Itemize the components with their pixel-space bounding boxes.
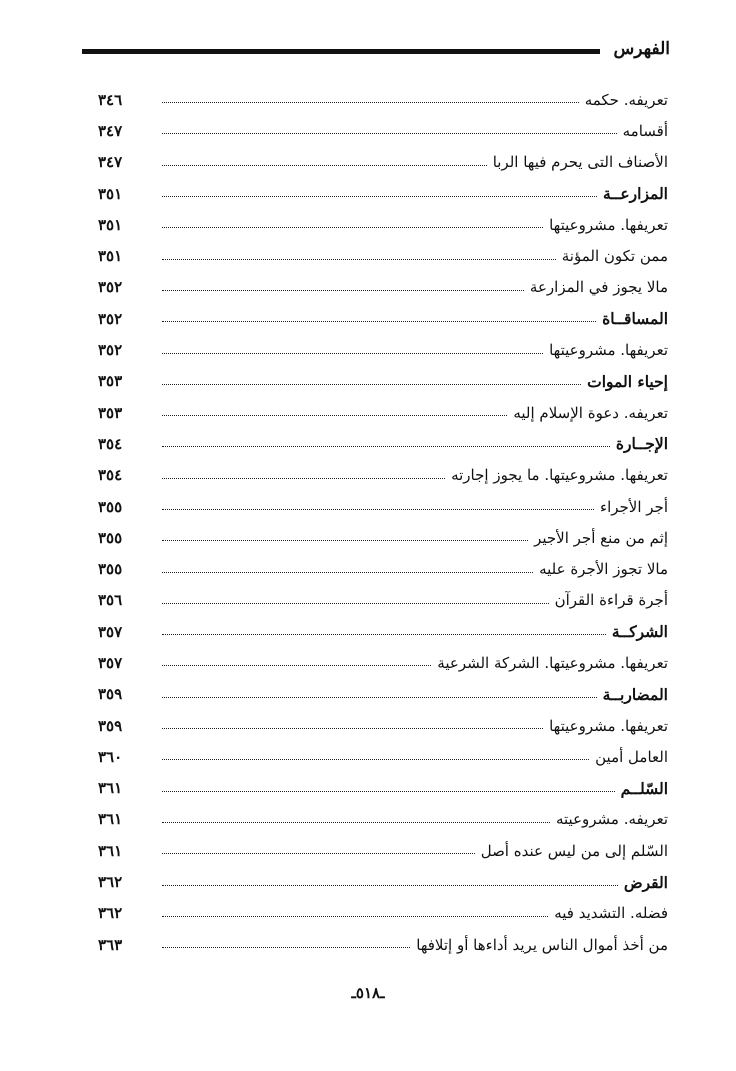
toc-entry-label: من أخذ أموال الناس يريد أداءها أو إتلافها <box>416 935 668 954</box>
dot-leader <box>162 196 597 197</box>
toc-entry-label: تعريفه. حكمه <box>584 90 668 109</box>
dot-leader <box>162 572 533 573</box>
toc-entry-label: المضاربــة <box>602 684 668 704</box>
toc-entry <box>98 585 668 616</box>
toc-entry-label: تعريفها. مشروعيتها. الشركة الشرعية <box>437 653 668 672</box>
toc-section-heading <box>98 366 668 397</box>
toc-entry-label: أقسامه <box>622 121 668 140</box>
toc-entry-label: الشركــة <box>611 622 668 642</box>
dot-leader <box>162 509 594 510</box>
toc-entry-label: مالا يجوز في المزارعة <box>529 278 668 297</box>
toc-entry-label: السّلم إلى من ليس عنده أصل <box>480 841 668 860</box>
toc-entry <box>98 115 668 146</box>
toc-entry-label: السّلــم <box>620 778 668 798</box>
toc-page-number: ٣٥٧ <box>98 622 123 641</box>
toc-page-number: ٣٥٢ <box>98 341 123 360</box>
toc-section-heading <box>98 616 668 647</box>
toc-page-number: ٣٥٦ <box>98 591 123 610</box>
toc-entry <box>98 334 668 365</box>
toc-entry-label: تعريفه. دعوة الإسلام إليه <box>513 403 668 422</box>
toc-section-heading <box>98 773 668 804</box>
dot-leader <box>162 102 579 103</box>
dot-leader <box>162 822 550 823</box>
dot-leader <box>162 916 548 917</box>
toc-entry <box>98 522 668 553</box>
dot-leader <box>162 259 556 260</box>
toc-entry-label: أجرة قراءة القرآن <box>554 591 668 610</box>
dot-leader <box>162 227 543 228</box>
toc-page-number: ٣٥٣ <box>98 403 123 422</box>
dot-leader <box>162 353 543 354</box>
toc-entry <box>98 147 668 178</box>
toc-page-number: ٣٦٣ <box>98 935 123 954</box>
page-header <box>82 34 670 64</box>
toc-section-heading <box>98 428 668 459</box>
toc-entry <box>98 491 668 522</box>
toc-page-number: ٣٤٦ <box>98 90 123 109</box>
dot-leader <box>162 290 524 291</box>
toc-page-number: ٣٥١ <box>98 215 123 234</box>
toc-entry <box>98 898 668 929</box>
toc-page-number: ٣٦٢ <box>98 904 123 923</box>
toc-page-number: ٣٥٩ <box>98 685 123 704</box>
toc-entry-label: تعريفها. مشروعيتها <box>549 215 668 234</box>
toc-entry-label: ممن تكون المؤنة <box>561 247 668 266</box>
toc-page-number: ٣٥١ <box>98 184 123 203</box>
dot-leader <box>162 478 445 479</box>
toc-entry <box>98 553 668 584</box>
toc-entry <box>98 835 668 866</box>
dot-leader <box>162 759 589 760</box>
toc-entry <box>98 647 668 678</box>
header-rule <box>82 49 600 54</box>
index-title: الفهرس <box>613 39 670 59</box>
toc-entry-label: العامل أمين <box>595 747 668 766</box>
dot-leader <box>162 697 597 698</box>
toc-page-number: ٣٥٣ <box>98 372 123 391</box>
toc-entry-label: المزارعــة <box>603 184 668 204</box>
dot-leader <box>162 165 487 166</box>
table-of-contents <box>98 84 668 960</box>
toc-entry-label: القرض <box>623 872 668 892</box>
dot-leader <box>162 791 615 792</box>
toc-page-number: ٣٤٧ <box>98 153 123 172</box>
toc-page-number: ٣٦١ <box>98 779 123 798</box>
toc-entry <box>98 209 668 240</box>
page-number-footer: ـ٥١٨ـ <box>351 984 385 1002</box>
dot-leader <box>162 446 610 447</box>
toc-entry-label: مالا تجوز الأجرة عليه <box>539 560 668 579</box>
toc-entry <box>98 397 668 428</box>
toc-entry <box>98 460 668 491</box>
dot-leader <box>162 321 596 322</box>
toc-section-heading <box>98 679 668 710</box>
dot-leader <box>162 853 475 854</box>
toc-entry-label: فضله. التشديد فيه <box>554 904 668 923</box>
toc-entry-label: تعريفها. مشروعيتها <box>549 716 668 735</box>
toc-page-number: ٣٦٠ <box>98 747 123 766</box>
toc-entry <box>98 272 668 303</box>
toc-page-number: ٣٤٧ <box>98 121 123 140</box>
toc-page-number: ٣٥٢ <box>98 309 123 328</box>
dot-leader <box>162 885 618 886</box>
toc-entry-label: أجر الأجراء <box>600 497 668 516</box>
dot-leader <box>162 728 543 729</box>
toc-page-number: ٣٦١ <box>98 841 123 860</box>
toc-page-number: ٣٥٤ <box>98 434 123 453</box>
toc-page-number: ٣٥٢ <box>98 278 123 297</box>
toc-entry-label: تعريفه. مشروعيته <box>555 810 668 829</box>
toc-entry-label: إثم من منع أجر الأجير <box>534 528 668 547</box>
toc-entry-label: إحياء الموات <box>587 371 668 391</box>
toc-page-number: ٣٥١ <box>98 247 123 266</box>
dot-leader <box>162 665 431 666</box>
toc-page-number: ٣٥٤ <box>98 466 123 485</box>
toc-entry <box>98 240 668 271</box>
toc-entry-label: المساقــاة <box>602 309 668 329</box>
toc-entry-label: تعريفها. مشروعيتها <box>549 341 668 360</box>
toc-section-heading <box>98 178 668 209</box>
toc-entry <box>98 741 668 772</box>
toc-section-heading <box>98 866 668 897</box>
toc-section-heading <box>98 303 668 334</box>
toc-page-number: ٣٥٥ <box>98 497 123 516</box>
toc-page-number: ٣٥٥ <box>98 528 123 547</box>
toc-page-number: ٣٥٧ <box>98 653 123 672</box>
dot-leader <box>162 947 410 948</box>
toc-page-number: ٣٥٥ <box>98 560 123 579</box>
toc-page-number: ٣٥٩ <box>98 716 123 735</box>
toc-entry-label: تعريفها. مشروعيتها. ما يجوز إجارته <box>451 466 668 485</box>
toc-entry-label: الإجــارة <box>615 434 668 454</box>
toc-page-number: ٣٦٢ <box>98 873 123 892</box>
dot-leader <box>162 634 606 635</box>
toc-entry <box>98 804 668 835</box>
dot-leader <box>162 415 507 416</box>
dot-leader <box>162 603 549 604</box>
dot-leader <box>162 384 581 385</box>
dot-leader <box>162 133 617 134</box>
toc-page-number: ٣٦١ <box>98 810 123 829</box>
toc-entry <box>98 929 668 960</box>
dot-leader <box>162 540 528 541</box>
toc-entry-label: الأصناف التى يحرم فيها الربا <box>492 153 668 172</box>
toc-entry <box>98 710 668 741</box>
toc-entry <box>98 84 668 115</box>
